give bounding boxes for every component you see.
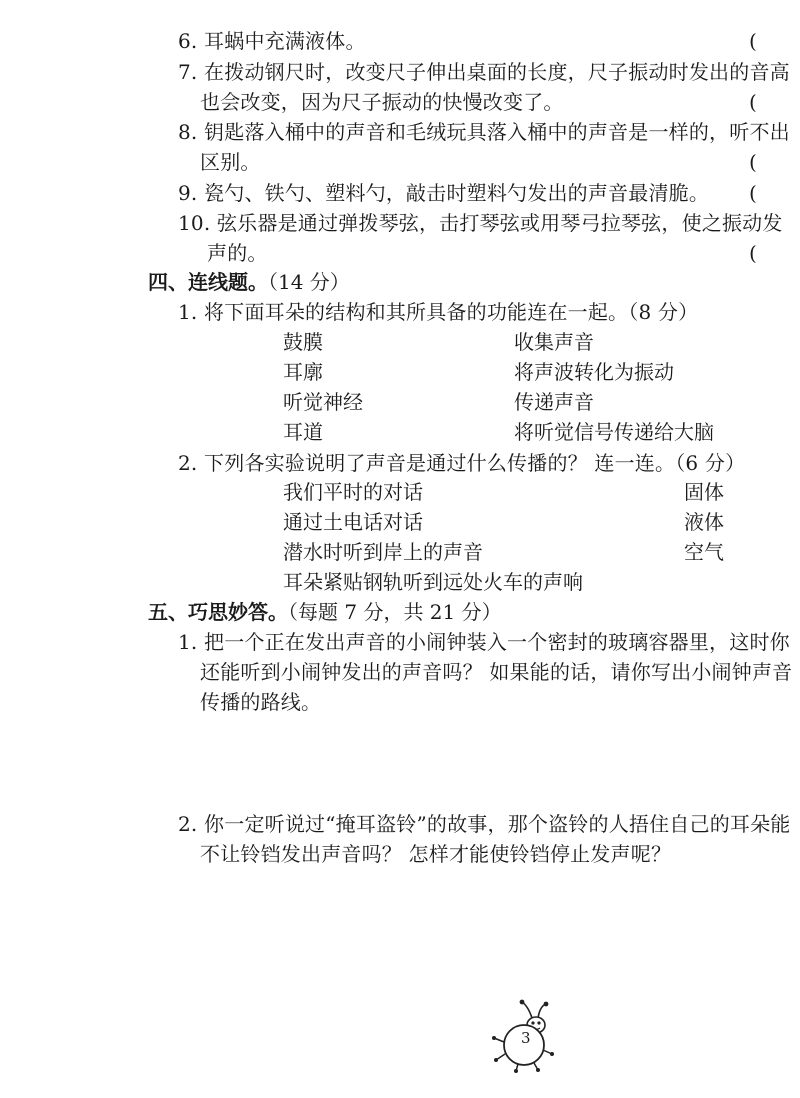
section-5-question-2-line1: 2. 你一定听说过“掩耳盗铃”的故事，那个盗铃的人捂住自己的耳朵能: [178, 812, 791, 836]
answer-paren: (: [749, 150, 757, 174]
question-8-line2: 区别。: [200, 150, 261, 174]
section-4-question-2: 2. 下列各实验说明了声音是通过什么传播的？ 连一连。（6 分）: [178, 451, 746, 475]
ear-part-item: 鼓膜: [283, 330, 323, 354]
section-5-points: （每题 7 分，共 21 分）: [288, 600, 502, 624]
section-5-question-1-line2: 还能听到小闹钟发出的声音吗？ 如果能的话，请你写出小闹钟声音: [200, 660, 793, 684]
ear-part-item: 耳廓: [283, 360, 323, 384]
page-number: 3: [521, 1029, 531, 1047]
section-5-question-1-line1: 1. 把一个正在发出声音的小闹钟装入一个密封的玻璃容器里，这时你: [178, 630, 790, 654]
section-5-question-2-line2: 不让铃铛发出声音吗？ 怎样才能使铃铛停止发声呢？: [200, 842, 672, 866]
ear-function-item: 传递声音: [514, 390, 594, 414]
question-10-line1: 10. 弦乐器是通过弹拨琴弦，击打琴弦或用琴弓拉琴弦，使之振动发: [178, 211, 783, 235]
question-10-line2: 声的。: [207, 241, 268, 265]
ear-function-item: 将声波转化为振动: [514, 360, 674, 384]
section-5-heading: [148, 598, 502, 626]
medium-item: 空气: [684, 540, 724, 564]
section-5-title: 五、巧思妙答。: [148, 600, 288, 624]
ear-function-item: 将听觉信号传递给大脑: [514, 420, 714, 444]
section-4-title: 四、连线题。: [148, 270, 268, 294]
question-8-line1: 8. 钥匙落入桶中的声音和毛绒玩具落入桶中的声音是一样的，听不出: [178, 120, 790, 144]
answer-paren: (: [749, 90, 757, 114]
section-4-points: （14 分）: [268, 270, 350, 294]
answer-paren: (: [749, 241, 757, 265]
experiment-item: 耳朵紧贴钢轨听到远处火车的声响: [283, 570, 583, 594]
section-5-question-1-line3: 传播的路线。: [200, 690, 322, 714]
ear-part-item: 耳道: [283, 420, 323, 444]
medium-item: 液体: [684, 510, 724, 534]
experiment-item: 通过土电话对话: [283, 510, 423, 534]
experiment-item: 我们平时的对话: [283, 480, 423, 504]
medium-item: 固体: [684, 480, 724, 504]
question-7-line1: 7. 在拨动钢尺时，改变尺子伸出桌面的长度，尺子振动时发出的音高: [178, 60, 790, 84]
ear-part-item: 听觉神经: [283, 390, 363, 414]
ear-function-item: 收集声音: [514, 330, 594, 354]
section-4-heading: [148, 268, 350, 296]
question-9: 9. 瓷勺、铁勺、塑料勺，敲击时塑料勺发出的声音最清脆。: [178, 181, 710, 205]
question-6: 6. 耳蜗中充满液体。: [178, 29, 366, 53]
experiment-item: 潜水时听到岸上的声音: [283, 540, 483, 564]
section-4-question-1: 1. 将下面耳朵的结构和其所具备的功能连在一起。（8 分）: [178, 300, 699, 324]
question-7-line2: 也会改变，因为尺子振动的快慢改变了。: [200, 90, 564, 114]
answer-paren: (: [749, 181, 757, 205]
answer-paren: (: [749, 29, 757, 53]
